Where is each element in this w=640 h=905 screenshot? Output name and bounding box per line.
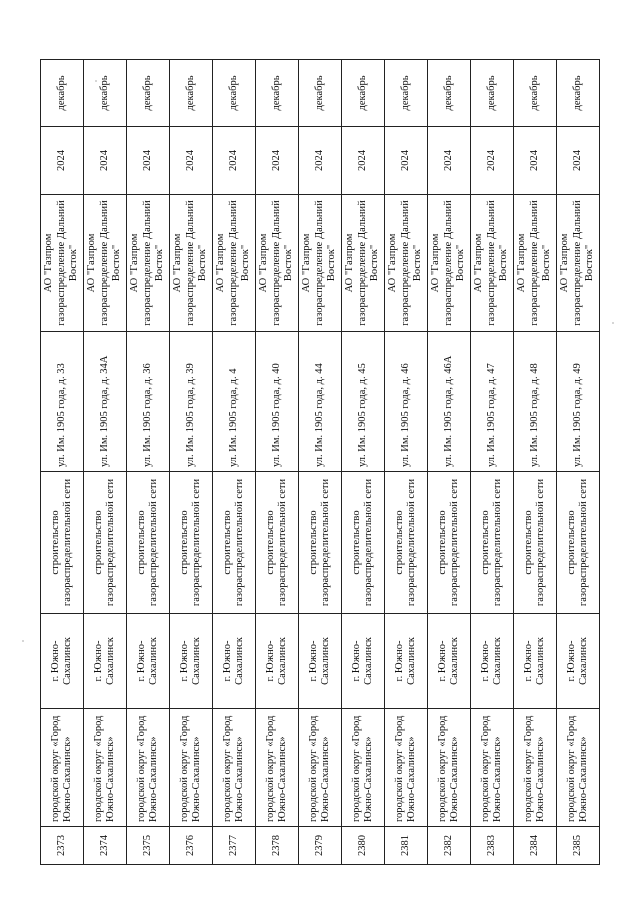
organization-cell: АО "Газпром газораспределение Дальний Восток"	[342, 195, 385, 332]
year-cell: 2024	[213, 127, 256, 195]
address-cell: ул. Им. 1905 года, д. 4	[213, 332, 256, 472]
table-row	[299, 60, 342, 865]
work-type-cell: строительство газораспределительной сети	[213, 472, 256, 614]
organization-cell: АО "Газпром газораспределение Дальний Восток"	[41, 195, 84, 332]
row-number-cell: 2379	[299, 827, 342, 865]
document-page	[40, 60, 600, 865]
scan-speck	[612, 322, 614, 324]
locality-cell: г. Южно-Сахалинск	[170, 614, 213, 709]
month-cell: декабрь	[514, 60, 557, 127]
organization-cell: АО "Газпром газораспределение Дальний Восток"	[170, 195, 213, 332]
municipality-cell: городской округ «Город Южно-Сахалинск»	[170, 709, 213, 827]
address-cell: ул. Им. 1905 года, д. 45	[342, 332, 385, 472]
month-cell: декабрь	[471, 60, 514, 127]
work-type-cell: строительство газораспределительной сети	[127, 472, 170, 614]
row-number-cell: 2373	[41, 827, 84, 865]
year-cell: 2024	[170, 127, 213, 195]
year-cell: 2024	[428, 127, 471, 195]
month-cell: декабрь	[170, 60, 213, 127]
table-row	[213, 60, 256, 865]
organization-cell: АО "Газпром газораспределение Дальний Восток"	[385, 195, 428, 332]
month-cell: декабрь	[385, 60, 428, 127]
year-cell: 2024	[127, 127, 170, 195]
table-row	[385, 60, 428, 865]
address-cell: ул. Им. 1905 года, д. 33	[41, 332, 84, 472]
locality-cell: г. Южно-Сахалинск	[514, 614, 557, 709]
locality-cell: г. Южно-Сахалинск	[84, 614, 127, 709]
row-number-cell: 2382	[428, 827, 471, 865]
year-cell: 2024	[84, 127, 127, 195]
row-number-cell: 2380	[342, 827, 385, 865]
address-cell: ул. Им. 1905 года, д. 47	[471, 332, 514, 472]
locality-cell: г. Южно-Сахалинск	[428, 614, 471, 709]
row-number-cell: 2384	[514, 827, 557, 865]
organization-cell: АО "Газпром газораспределение Дальний Восток"	[557, 195, 600, 332]
municipality-cell: городской округ «Город Южно-Сахалинск»	[41, 709, 84, 827]
organization-cell: АО "Газпром газораспределение Дальний Восток"	[514, 195, 557, 332]
table-row	[471, 60, 514, 865]
address-cell: ул. Им. 1905 года, д. 40	[256, 332, 299, 472]
year-cell: 2024	[514, 127, 557, 195]
month-cell: декабрь	[256, 60, 299, 127]
municipality-cell: городской округ «Город Южно-Сахалинск»	[471, 709, 514, 827]
address-cell: ул. Им. 1905 года, д. 44	[299, 332, 342, 472]
address-cell: ул. Им. 1905 года, д. 46	[385, 332, 428, 472]
table-row	[41, 60, 84, 865]
organization-cell: АО "Газпром газораспределение Дальний Восток"	[256, 195, 299, 332]
work-type-cell: строительство газораспределительной сети	[514, 472, 557, 614]
year-cell: 2024	[471, 127, 514, 195]
work-type-cell: строительство газораспределительной сети	[256, 472, 299, 614]
locality-cell: г. Южно-Сахалинск	[213, 614, 256, 709]
locality-cell: г. Южно-Сахалинск	[557, 614, 600, 709]
municipality-cell: городской округ «Город Южно-Сахалинск»	[342, 709, 385, 827]
locality-cell: г. Южно-Сахалинск	[385, 614, 428, 709]
year-cell: 2024	[299, 127, 342, 195]
year-cell: 2024	[557, 127, 600, 195]
month-cell: декабрь	[127, 60, 170, 127]
scan-speck	[95, 80, 97, 82]
row-number-cell: 2381	[385, 827, 428, 865]
row-number-cell: 2383	[471, 827, 514, 865]
locality-cell: г. Южно-Сахалинск	[342, 614, 385, 709]
year-cell: 2024	[41, 127, 84, 195]
municipality-cell: городской округ «Город Южно-Сахалинск»	[514, 709, 557, 827]
rotated-table-container	[40, 60, 600, 865]
work-type-cell: строительство газораспределительной сети	[170, 472, 213, 614]
municipality-cell: городской округ «Город Южно-Сахалинск»	[385, 709, 428, 827]
work-type-cell: строительство газораспределительной сети	[385, 472, 428, 614]
locality-cell: г. Южно-Сахалинск	[471, 614, 514, 709]
table-row	[428, 60, 471, 865]
row-number-cell: 2375	[127, 827, 170, 865]
row-number-cell: 2376	[170, 827, 213, 865]
year-cell: 2024	[342, 127, 385, 195]
address-cell: ул. Им. 1905 года, д. 46А	[428, 332, 471, 472]
work-type-cell: строительство газораспределительной сети	[471, 472, 514, 614]
table-row	[84, 60, 127, 865]
organization-cell: АО "Газпром газораспределение Дальний Восток"	[213, 195, 256, 332]
month-cell: декабрь	[428, 60, 471, 127]
municipality-cell: городской округ «Город Южно-Сахалинск»	[428, 709, 471, 827]
month-cell: декабрь	[299, 60, 342, 127]
address-cell: ул. Им. 1905 года, д. 34А	[84, 332, 127, 472]
address-cell: ул. Им. 1905 года, д. 39	[170, 332, 213, 472]
table-row	[514, 60, 557, 865]
month-cell: декабрь	[213, 60, 256, 127]
row-number-cell: 2385	[557, 827, 600, 865]
locality-cell: г. Южно-Сахалинск	[256, 614, 299, 709]
month-cell: декабрь	[557, 60, 600, 127]
municipality-cell: городской округ «Город Южно-Сахалинск»	[256, 709, 299, 827]
municipality-cell: городской округ «Город Южно-Сахалинск»	[127, 709, 170, 827]
organization-cell: АО "Газпром газораспределение Дальний Восток"	[471, 195, 514, 332]
table-row	[127, 60, 170, 865]
locality-cell: г. Южно-Сахалинск	[127, 614, 170, 709]
gas-network-schedule-table	[40, 59, 600, 865]
organization-cell: АО "Газпром газораспределение Дальний Восток"	[84, 195, 127, 332]
organization-cell: АО "Газпром газораспределение Дальний Восток"	[127, 195, 170, 332]
address-cell: ул. Им. 1905 года, д. 49	[557, 332, 600, 472]
table-body	[41, 60, 600, 865]
work-type-cell: строительство газораспределительной сети	[428, 472, 471, 614]
row-number-cell: 2374	[84, 827, 127, 865]
organization-cell: АО "Газпром газораспределение Дальний Восток"	[428, 195, 471, 332]
municipality-cell: городской округ «Город Южно-Сахалинск»	[84, 709, 127, 827]
municipality-cell: городской округ «Город Южно-Сахалинск»	[299, 709, 342, 827]
work-type-cell: строительство газораспределительной сети	[84, 472, 127, 614]
work-type-cell: строительство газораспределительной сети	[41, 472, 84, 614]
table-row	[557, 60, 600, 865]
scan-speck	[22, 640, 24, 642]
row-number-cell: 2378	[256, 827, 299, 865]
table-row	[342, 60, 385, 865]
month-cell: декабрь	[41, 60, 84, 127]
month-cell: декабрь	[84, 60, 127, 127]
address-cell: ул. Им. 1905 года, д. 48	[514, 332, 557, 472]
year-cell: 2024	[385, 127, 428, 195]
year-cell: 2024	[256, 127, 299, 195]
locality-cell: г. Южно-Сахалинск	[41, 614, 84, 709]
municipality-cell: городской округ «Город Южно-Сахалинск»	[213, 709, 256, 827]
organization-cell: АО "Газпром газораспределение Дальний Восток"	[299, 195, 342, 332]
row-number-cell: 2377	[213, 827, 256, 865]
address-cell: ул. Им. 1905 года, д. 36	[127, 332, 170, 472]
locality-cell: г. Южно-Сахалинск	[299, 614, 342, 709]
table-row	[256, 60, 299, 865]
table-row	[170, 60, 213, 865]
municipality-cell: городской округ «Город Южно-Сахалинск»	[557, 709, 600, 827]
work-type-cell: строительство газораспределительной сети	[299, 472, 342, 614]
work-type-cell: строительство газораспределительной сети	[557, 472, 600, 614]
month-cell: декабрь	[342, 60, 385, 127]
work-type-cell: строительство газораспределительной сети	[342, 472, 385, 614]
